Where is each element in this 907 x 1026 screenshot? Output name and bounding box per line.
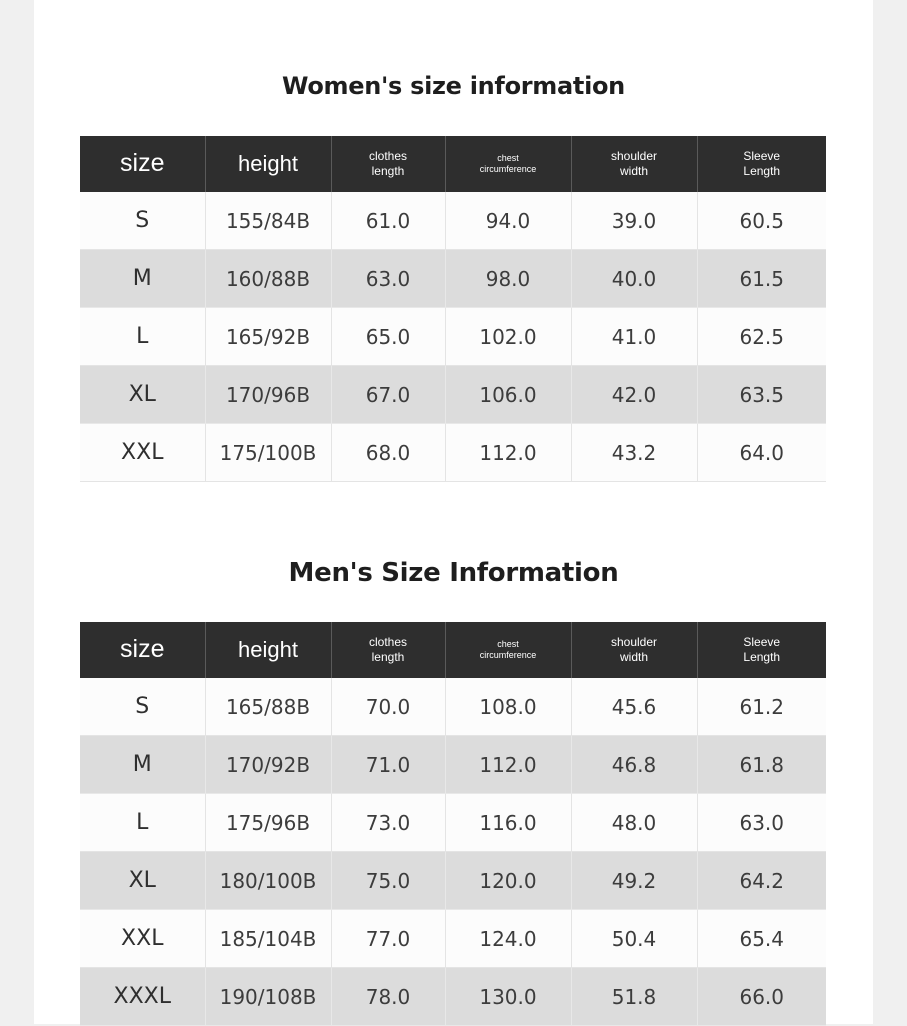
women-size-title: Women's size information xyxy=(282,72,625,100)
cell-chest-circumference: 98.0 xyxy=(445,250,571,308)
cell-clothes-length: 61.0 xyxy=(331,192,445,250)
header-shoulder-line1: shoulder xyxy=(610,635,658,649)
table-header-row xyxy=(80,136,826,192)
cell-sleeve-length: 61.2 xyxy=(697,678,826,736)
cell-clothes-length: 68.0 xyxy=(331,424,445,482)
cell-sleeve-length: 63.0 xyxy=(697,794,826,852)
table-row xyxy=(80,736,826,794)
header-clothes-length xyxy=(331,136,445,192)
table-row xyxy=(80,968,826,1026)
cell-height: 155/84B xyxy=(205,192,331,250)
header-shoulder-line2: width xyxy=(619,164,648,178)
size-chart-page xyxy=(34,0,873,1024)
table-row xyxy=(80,192,826,250)
cell-clothes-length: 70.0 xyxy=(331,678,445,736)
cell-shoulder-width: 42.0 xyxy=(571,366,697,424)
cell-sleeve-length: 64.0 xyxy=(697,424,826,482)
cell-chest-circumference: 108.0 xyxy=(445,678,571,736)
cell-height: 180/100B xyxy=(205,852,331,910)
header-clothes-length xyxy=(331,622,445,678)
men-size-table xyxy=(80,622,826,1026)
cell-clothes-length: 77.0 xyxy=(331,910,445,968)
cell-height: 170/92B xyxy=(205,736,331,794)
cell-clothes-length: 78.0 xyxy=(331,968,445,1026)
cell-size: L xyxy=(80,308,205,366)
cell-size: XXXL xyxy=(80,968,205,1026)
table-row xyxy=(80,424,826,482)
cell-shoulder-width: 50.4 xyxy=(571,910,697,968)
cell-sleeve-length: 61.8 xyxy=(697,736,826,794)
cell-clothes-length: 75.0 xyxy=(331,852,445,910)
header-chest-circumference xyxy=(445,136,571,192)
header-size: size xyxy=(80,136,205,192)
table-row xyxy=(80,852,826,910)
cell-sleeve-length: 63.5 xyxy=(697,366,826,424)
cell-chest-circumference: 106.0 xyxy=(445,366,571,424)
men-table-body xyxy=(80,678,826,1026)
table-header-row xyxy=(80,622,826,678)
header-shoulder-width xyxy=(571,622,697,678)
header-sleeve-length xyxy=(697,136,826,192)
cell-size: XXL xyxy=(80,910,205,968)
cell-shoulder-width: 48.0 xyxy=(571,794,697,852)
cell-height: 190/108B xyxy=(205,968,331,1026)
cell-size: S xyxy=(80,678,205,736)
cell-height: 165/92B xyxy=(205,308,331,366)
cell-sleeve-length: 62.5 xyxy=(697,308,826,366)
cell-sleeve-length: 61.5 xyxy=(697,250,826,308)
cell-shoulder-width: 39.0 xyxy=(571,192,697,250)
header-height: height xyxy=(205,622,331,678)
cell-shoulder-width: 45.6 xyxy=(571,678,697,736)
header-shoulder-line1: shoulder xyxy=(610,149,658,163)
cell-height: 175/96B xyxy=(205,794,331,852)
cell-size: XL xyxy=(80,852,205,910)
cell-shoulder-width: 49.2 xyxy=(571,852,697,910)
header-chest-circumference xyxy=(445,622,571,678)
cell-size: M xyxy=(80,250,205,308)
cell-chest-circumference: 116.0 xyxy=(445,794,571,852)
cell-shoulder-width: 46.8 xyxy=(571,736,697,794)
cell-size: XXL xyxy=(80,424,205,482)
cell-size: S xyxy=(80,192,205,250)
cell-chest-circumference: 112.0 xyxy=(445,424,571,482)
cell-clothes-length: 73.0 xyxy=(331,794,445,852)
cell-chest-circumference: 94.0 xyxy=(445,192,571,250)
table-row xyxy=(80,250,826,308)
header-clothes-length-line2: length xyxy=(371,650,405,664)
cell-shoulder-width: 41.0 xyxy=(571,308,697,366)
header-chest-line2: circumference xyxy=(479,164,537,174)
cell-height: 165/88B xyxy=(205,678,331,736)
men-size-title: Men's Size Information xyxy=(288,558,619,588)
women-size-table xyxy=(80,136,826,482)
cell-height: 170/96B xyxy=(205,366,331,424)
table-row xyxy=(80,794,826,852)
cell-chest-circumference: 112.0 xyxy=(445,736,571,794)
cell-clothes-length: 65.0 xyxy=(331,308,445,366)
cell-shoulder-width: 40.0 xyxy=(571,250,697,308)
cell-chest-circumference: 120.0 xyxy=(445,852,571,910)
cell-clothes-length: 71.0 xyxy=(331,736,445,794)
header-chest-line1: chest xyxy=(497,152,519,163)
table-row xyxy=(80,678,826,736)
cell-height: 185/104B xyxy=(205,910,331,968)
table-row xyxy=(80,308,826,366)
cell-sleeve-length: 64.2 xyxy=(697,852,826,910)
header-shoulder-width xyxy=(571,136,697,192)
cell-size: M xyxy=(80,736,205,794)
cell-height: 160/88B xyxy=(205,250,331,308)
header-sleeve-line2: Length xyxy=(743,164,781,178)
cell-clothes-length: 63.0 xyxy=(331,250,445,308)
table-row xyxy=(80,366,826,424)
header-clothes-length-line1: clothes xyxy=(368,149,408,163)
cell-clothes-length: 67.0 xyxy=(331,366,445,424)
cell-size: L xyxy=(80,794,205,852)
cell-chest-circumference: 130.0 xyxy=(445,968,571,1026)
header-chest-line2: circumference xyxy=(479,650,537,660)
header-clothes-length-line2: length xyxy=(371,164,405,178)
header-shoulder-line2: width xyxy=(619,650,648,664)
cell-size: XL xyxy=(80,366,205,424)
header-height: height xyxy=(205,136,331,192)
header-sleeve-line2: Length xyxy=(743,650,781,664)
cell-sleeve-length: 60.5 xyxy=(697,192,826,250)
header-chest-line1: chest xyxy=(497,638,519,649)
cell-chest-circumference: 102.0 xyxy=(445,308,571,366)
header-clothes-length-line1: clothes xyxy=(368,635,408,649)
header-size: size xyxy=(80,622,205,678)
header-sleeve-length xyxy=(697,622,826,678)
women-table-body xyxy=(80,192,826,482)
table-row xyxy=(80,910,826,968)
cell-chest-circumference: 124.0 xyxy=(445,910,571,968)
header-sleeve-line1: Sleeve xyxy=(743,635,781,649)
cell-sleeve-length: 65.4 xyxy=(697,910,826,968)
cell-sleeve-length: 66.0 xyxy=(697,968,826,1026)
cell-shoulder-width: 43.2 xyxy=(571,424,697,482)
cell-height: 175/100B xyxy=(205,424,331,482)
header-sleeve-line1: Sleeve xyxy=(743,149,781,163)
cell-shoulder-width: 51.8 xyxy=(571,968,697,1026)
